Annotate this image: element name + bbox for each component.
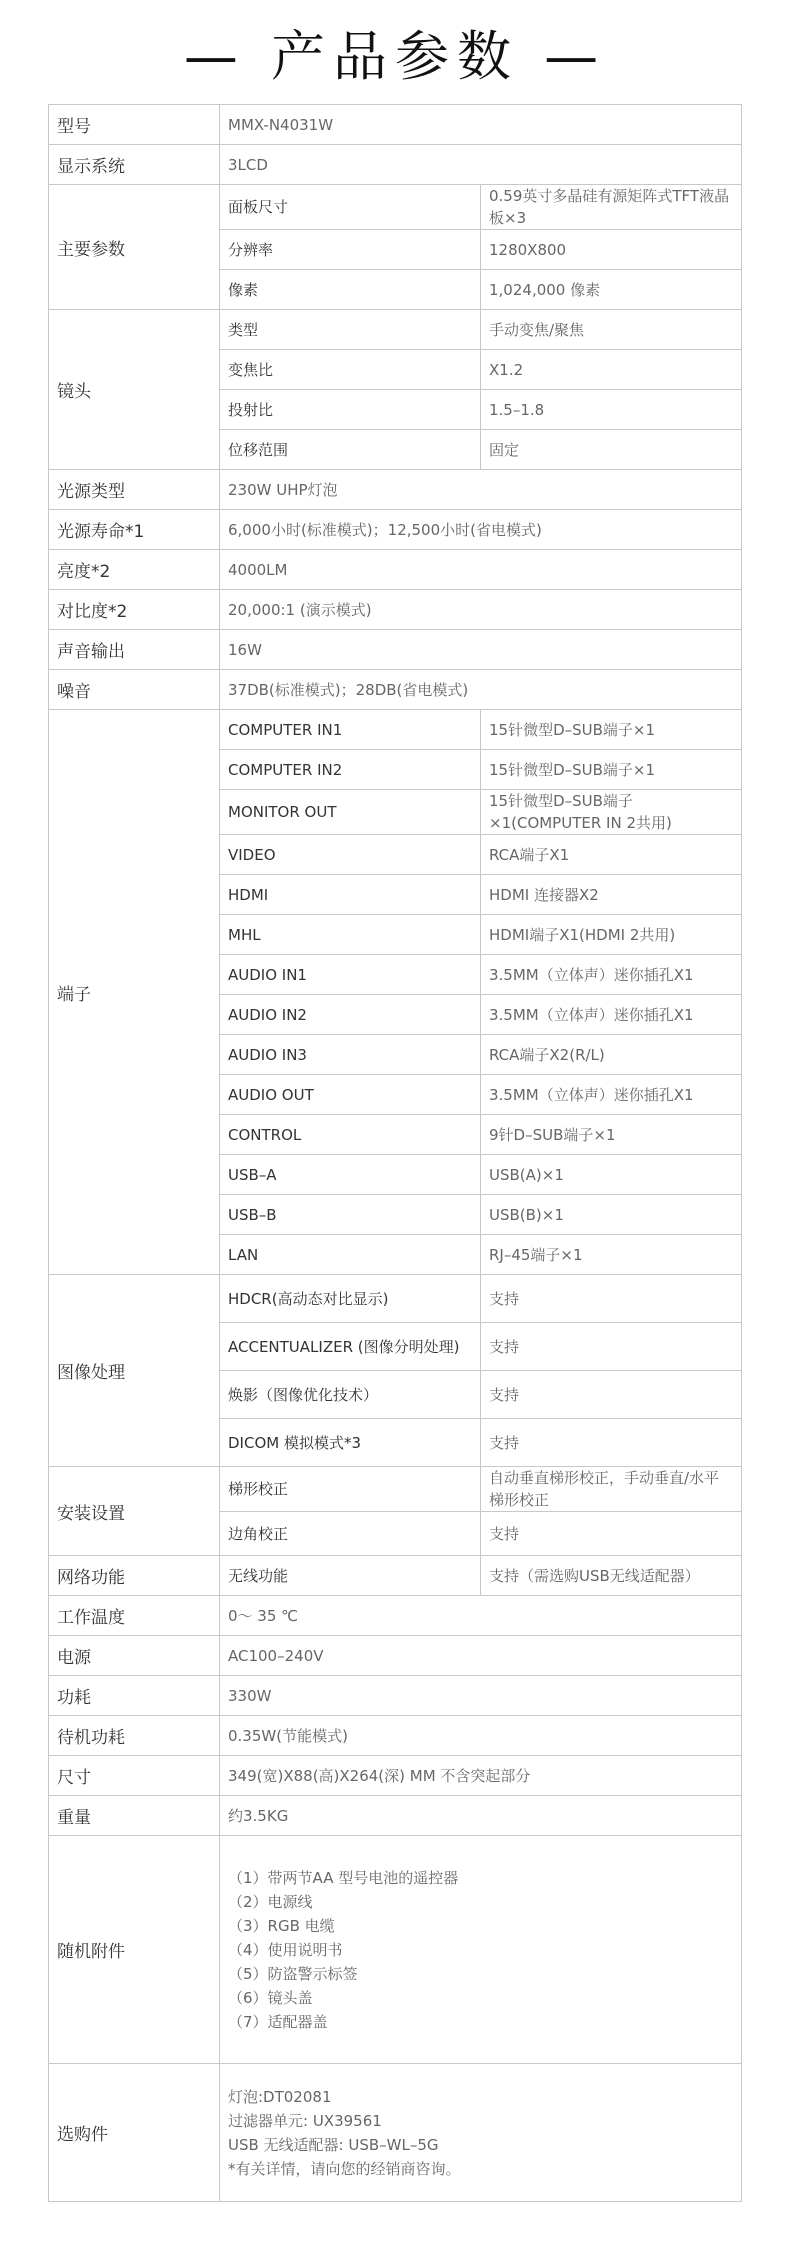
row-value: RCA端子X1 (481, 835, 742, 875)
group-label: 安装设置 (49, 1467, 220, 1556)
table-row (49, 1676, 742, 1716)
row-label: 选购件 (49, 2064, 220, 2202)
row-sublabel: 像素 (220, 270, 481, 310)
list-item: （1）带两节AA 型号电池的遥控器 (228, 1868, 459, 1887)
row-value: 4000LM (220, 550, 742, 590)
group-label: 图像处理 (49, 1275, 220, 1467)
row-value: 16W (220, 630, 742, 670)
row-sublabel: 面板尺寸 (220, 185, 481, 230)
table-row (49, 185, 742, 230)
list-item: （6）镜头盖 (228, 1988, 313, 2007)
table-row (49, 1836, 742, 2064)
row-value: 1280X800 (481, 230, 742, 270)
group-label: 镜头 (49, 310, 220, 470)
row-label: 型号 (49, 105, 220, 145)
row-sublabel: 投射比 (220, 390, 481, 430)
row-value: 349(宽)X88(高)X264(深) MM 不含突起部分 (220, 1756, 742, 1796)
row-sublabel: 分辨率 (220, 230, 481, 270)
row-sublabel: DICOM 模拟模式*3 (220, 1419, 481, 1467)
table-row (49, 670, 742, 710)
row-value: 3.5MM（立体声）迷你插孔X1 (481, 955, 742, 995)
table-row (49, 105, 742, 145)
row-value: 支持 (481, 1323, 742, 1371)
list-item: 灯泡:DT02081 (228, 2087, 332, 2106)
row-label: 显示系统 (49, 145, 220, 185)
row-value: 15针微型D–SUB端子×1 (481, 710, 742, 750)
row-value: 20,000:1 (演示模式) (220, 590, 742, 630)
row-value: HDMI 连接器X2 (481, 875, 742, 915)
table-row (49, 1716, 742, 1756)
list-item: *有关详情，请向您的经销商咨询。 (228, 2159, 461, 2178)
row-value: USB(A)×1 (481, 1155, 742, 1195)
table-row (49, 470, 742, 510)
row-value: X1.2 (481, 350, 742, 390)
row-label: 工作温度 (49, 1596, 220, 1636)
accessories-list (220, 1836, 742, 2064)
row-label: 对比度*2 (49, 590, 220, 630)
list-item: （7）适配器盖 (228, 2012, 328, 2031)
table-row (49, 310, 742, 350)
list-item: USB 无线适配器: USB–WL–5G (228, 2135, 439, 2154)
row-value: 3.5MM（立体声）迷你插孔X1 (481, 1075, 742, 1115)
row-value: 手动变焦/聚焦 (481, 310, 742, 350)
row-value: 15针微型D–SUB端子×1(COMPUTER IN 2共用) (481, 790, 742, 835)
list-item: （5）防盗警示标签 (228, 1964, 358, 1983)
table-row (49, 510, 742, 550)
row-sublabel: AUDIO IN2 (220, 995, 481, 1035)
row-sublabel: 位移范围 (220, 430, 481, 470)
table-row (49, 1467, 742, 1512)
row-label: 网络功能 (49, 1556, 220, 1596)
list-item: 过滤器单元: UX39561 (228, 2111, 382, 2130)
table-row (49, 1796, 742, 1836)
table-row (49, 1756, 742, 1796)
row-label: 重量 (49, 1796, 220, 1836)
row-value: 支持 (481, 1419, 742, 1467)
row-value: 0.59英寸多晶硅有源矩阵式TFT液晶板×3 (481, 185, 742, 230)
row-value: 0～ 35 ℃ (220, 1596, 742, 1636)
row-value: USB(B)×1 (481, 1195, 742, 1235)
list-item: （3）RGB 电缆 (228, 1916, 335, 1935)
row-sublabel: USB–B (220, 1195, 481, 1235)
table-row (49, 145, 742, 185)
row-label: 亮度*2 (49, 550, 220, 590)
row-value: 1,024,000 像素 (481, 270, 742, 310)
list-item: （4）使用说明书 (228, 1940, 343, 1959)
table-row (49, 710, 742, 750)
row-value: 3.5MM（立体声）迷你插孔X1 (481, 995, 742, 1035)
row-value: 330W (220, 1676, 742, 1716)
row-value: AC100–240V (220, 1636, 742, 1676)
group-label: 主要参数 (49, 185, 220, 310)
row-value: RCA端子X2(R/L) (481, 1035, 742, 1075)
row-value: 支持 (481, 1512, 742, 1556)
row-value: 3LCD (220, 145, 742, 185)
row-value: HDMI端子X1(HDMI 2共用) (481, 915, 742, 955)
row-value: 支持 (481, 1371, 742, 1419)
row-label: 尺寸 (49, 1756, 220, 1796)
group-label: 端子 (49, 710, 220, 1275)
table-row (49, 630, 742, 670)
row-sublabel: AUDIO IN3 (220, 1035, 481, 1075)
row-value: 约3.5KG (220, 1796, 742, 1836)
row-sublabel: LAN (220, 1235, 481, 1275)
row-value: 37DB(标准模式)；28DB(省电模式) (220, 670, 742, 710)
row-value: RJ–45端子×1 (481, 1235, 742, 1275)
row-sublabel: USB–A (220, 1155, 481, 1195)
table-row (49, 550, 742, 590)
row-value: 6,000小时(标准模式)；12,500小时(省电模式) (220, 510, 742, 550)
row-label: 功耗 (49, 1676, 220, 1716)
table-row (49, 2064, 742, 2202)
row-label: 光源类型 (49, 470, 220, 510)
row-label: 随机附件 (49, 1836, 220, 2064)
row-sublabel: CONTROL (220, 1115, 481, 1155)
row-sublabel: AUDIO IN1 (220, 955, 481, 995)
row-sublabel: VIDEO (220, 835, 481, 875)
row-sublabel: 类型 (220, 310, 481, 350)
row-label: 声音输出 (49, 630, 220, 670)
row-label: 噪音 (49, 670, 220, 710)
options-list (220, 2064, 742, 2202)
row-value: 自动垂直梯形校正，手动垂直/水平梯形校正 (481, 1467, 742, 1512)
row-sublabel: AUDIO OUT (220, 1075, 481, 1115)
spec-table (48, 104, 742, 2202)
row-sublabel: HDMI (220, 875, 481, 915)
table-row (49, 1596, 742, 1636)
row-sublabel: 焕影（图像优化技术） (220, 1371, 481, 1419)
row-sublabel: 梯形校正 (220, 1467, 481, 1512)
row-sublabel: MONITOR OUT (220, 790, 481, 835)
row-sublabel: 边角校正 (220, 1512, 481, 1556)
row-label: 光源寿命*1 (49, 510, 220, 550)
row-sublabel: COMPUTER IN1 (220, 710, 481, 750)
row-value: 1.5–1.8 (481, 390, 742, 430)
list-item: （2）电源线 (228, 1892, 313, 1911)
row-label: 待机功耗 (49, 1716, 220, 1756)
page-title: — 产品参数 — (183, 24, 607, 88)
row-value: 230W UHP灯泡 (220, 470, 742, 510)
table-row (49, 1556, 742, 1596)
row-value: 15针微型D–SUB端子×1 (481, 750, 742, 790)
row-value: 0.35W(节能模式) (220, 1716, 742, 1756)
row-sublabel: MHL (220, 915, 481, 955)
title-bar (0, 0, 790, 104)
table-row (49, 1275, 742, 1323)
row-sublabel: 变焦比 (220, 350, 481, 390)
row-value: 支持（需选购USB无线适配器） (481, 1556, 742, 1596)
row-value: 固定 (481, 430, 742, 470)
row-value: MMX-N4031W (220, 105, 742, 145)
row-sublabel: ACCENTUALIZER (图像分明处理) (220, 1323, 481, 1371)
row-value: 支持 (481, 1275, 742, 1323)
row-sublabel: 无线功能 (220, 1556, 481, 1596)
row-label: 电源 (49, 1636, 220, 1676)
table-row (49, 1636, 742, 1676)
table-row (49, 590, 742, 630)
row-sublabel: COMPUTER IN2 (220, 750, 481, 790)
row-sublabel: HDCR(高动态对比显示) (220, 1275, 481, 1323)
row-value: 9针D–SUB端子×1 (481, 1115, 742, 1155)
